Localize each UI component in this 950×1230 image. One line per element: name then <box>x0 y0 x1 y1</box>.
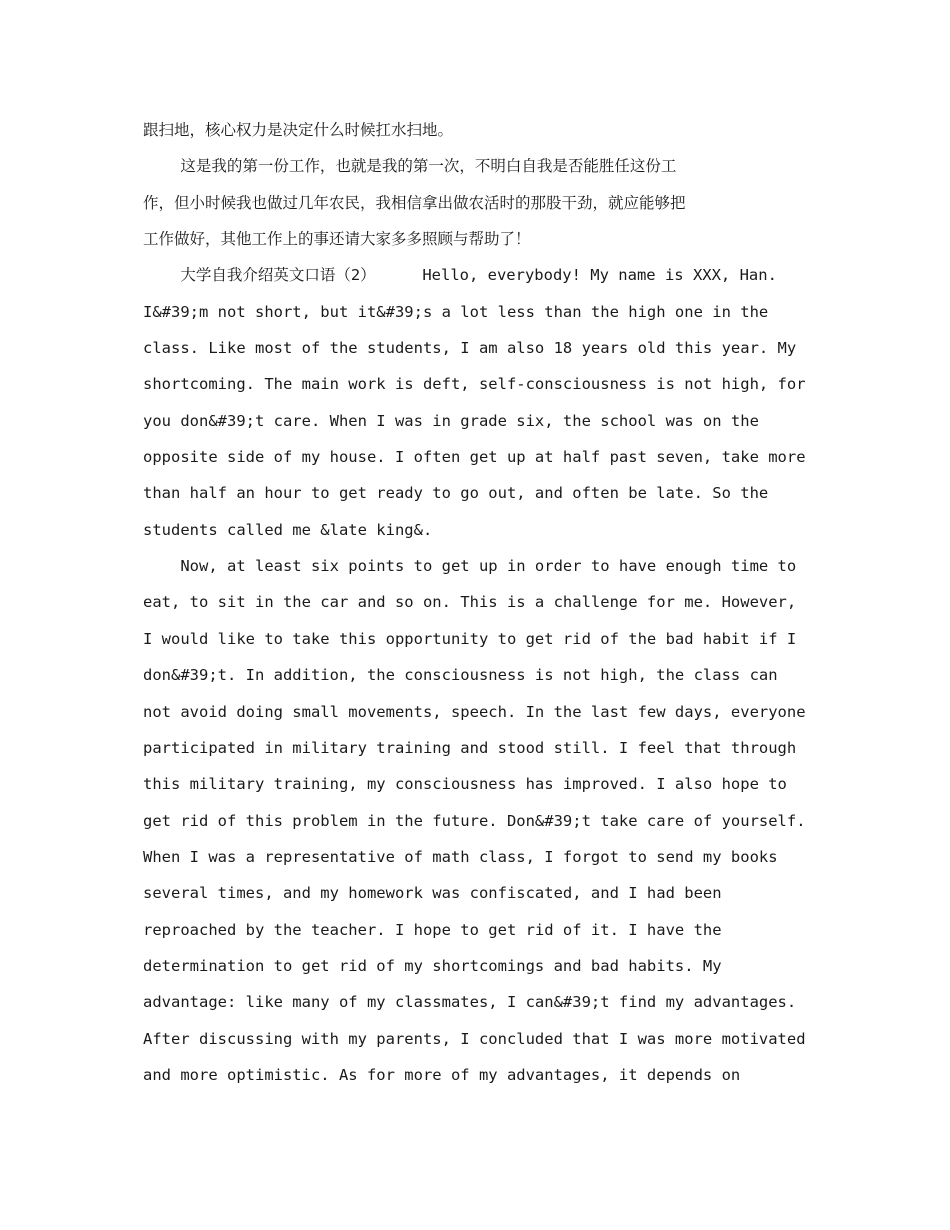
text-line: students called me &late king&. <box>143 520 433 539</box>
text-line: reproached by the teacher. I hope to get rid of it. I have the <box>143 920 722 939</box>
text-line: you don&#39;t care. When I was in grade six, the school was on the <box>143 411 759 430</box>
text-line: this military training, my consciousness has improved. I also hope to <box>143 775 787 794</box>
text-line: 作，但小时候我也做过几年农民，我相信拿出做农活时的那股干劲，就应能够把 <box>143 193 686 212</box>
text-line: participated in military training and stood still. I feel that through <box>143 738 797 757</box>
text-line: 大学自我介绍英文口语（2） Hello, everybody! My name is XXX, Han. <box>143 266 777 285</box>
text-line: I would like to take this opportunity to get rid of the bad habit if I <box>143 629 797 648</box>
text-line: class. Like most of the students, I am also 18 years old this year. My <box>143 339 797 358</box>
text-line: not avoid doing small movements, speech. In the last few days, everyone <box>143 702 806 721</box>
text-line: shortcoming. The main work is deft, self-consciousness is not high, for <box>143 375 806 394</box>
text-line: advantage: like many of my classmates, I can&#39;t find my advantages. <box>143 993 797 1012</box>
text-line: and more optimistic. As for more of my advantages, it depends on <box>143 1065 741 1084</box>
text-line: 工作做好，其他工作上的事还请大家多多照顾与帮助了！ <box>143 230 531 249</box>
text-line: determination to get rid of my shortcomings and bad habits. My <box>143 956 722 975</box>
text-line: get rid of this problem in the future. Don&#39;t take care of yourself. <box>143 811 806 830</box>
text-line: Now, at least six points to get up in order to have enough time to <box>143 557 797 576</box>
text-line: 这是我的第一份工作，也就是我的第一次，不明白自我是否能胜任这份工 <box>143 157 677 176</box>
text-line: After discussing with my parents, I concluded that I was more motivated <box>143 1029 806 1048</box>
text-line: When I was a representative of math class, I forgot to send my books <box>143 847 778 866</box>
text-line: I&#39;m not short, but it&#39;s a lot less than the high one in the <box>143 302 769 321</box>
text-line: several times, and my homework was confiscated, and I had been <box>143 884 722 903</box>
text-line: opposite side of my house. I often get up at half past seven, take more <box>143 448 806 467</box>
document-body <box>143 112 808 1093</box>
text-line: don&#39;t. In addition, the consciousness is not high, the class can <box>143 666 778 685</box>
text-line: than half an hour to get ready to go out, and often be late. So the <box>143 484 769 503</box>
text-line: 跟扫地，核心权力是决定什么时候扛水扫地。 <box>143 121 454 139</box>
text-line: eat, to sit in the car and so on. This is a challenge for me. However, <box>143 593 797 612</box>
